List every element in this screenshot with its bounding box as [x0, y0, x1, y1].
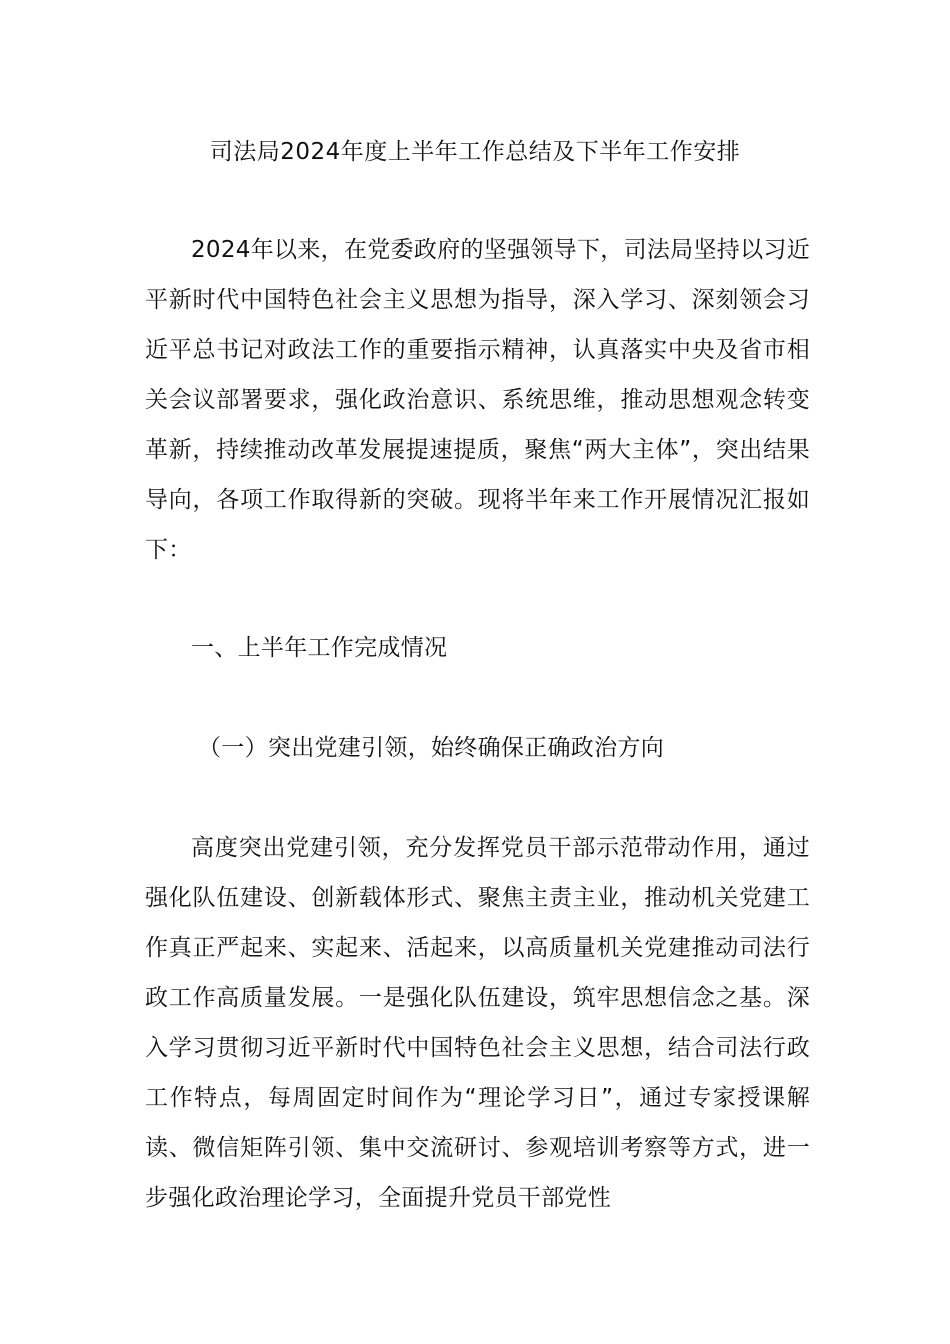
document-title: 司法局2024年度上半年工作总结及下半年工作安排	[209, 139, 741, 165]
body-paragraph: 高度突出党建引领，充分发挥党员干部示范带动作用，通过强化队伍建设、创新载体形式、聚焦主责主业，推动机关党建工作真正严起来、实起来、活起来，以高质量机关党建推动司法行政工作高质量发展。一是强化队伍建设，筑牢思想信念之基。深入学习贯彻习近平新时代中国特色社会主义思想，结合司法行政工作特点，每周固定时间作为“理论学习日”，通过专家授课解读、微信矩阵引领、集中交流研讨、参观培训考察等方式，进一步强化政治理论学习，全面提升党员干部党性	[145, 835, 810, 1211]
subsection-heading: （一）突出党建引领，始终确保正确政治方向	[198, 735, 664, 761]
section-heading: 一、上半年工作完成情况	[191, 635, 448, 661]
intro-paragraph: 2024年以来，在党委政府的坚强领导下，司法局坚持以习近平新时代中国特色社会主义思想为指导，深入学习、深刻领会习近平总书记对政法工作的重要指示精神，认真落实中央及省市相关会议部署要求，强化政治意识、系统思维，推动思想观念转变革新，持续推动改革发展提速提质，聚焦“两大主体”，突出结果导向，各项工作取得新的突破。现将半年来工作开展情况汇报如下：	[145, 237, 810, 563]
